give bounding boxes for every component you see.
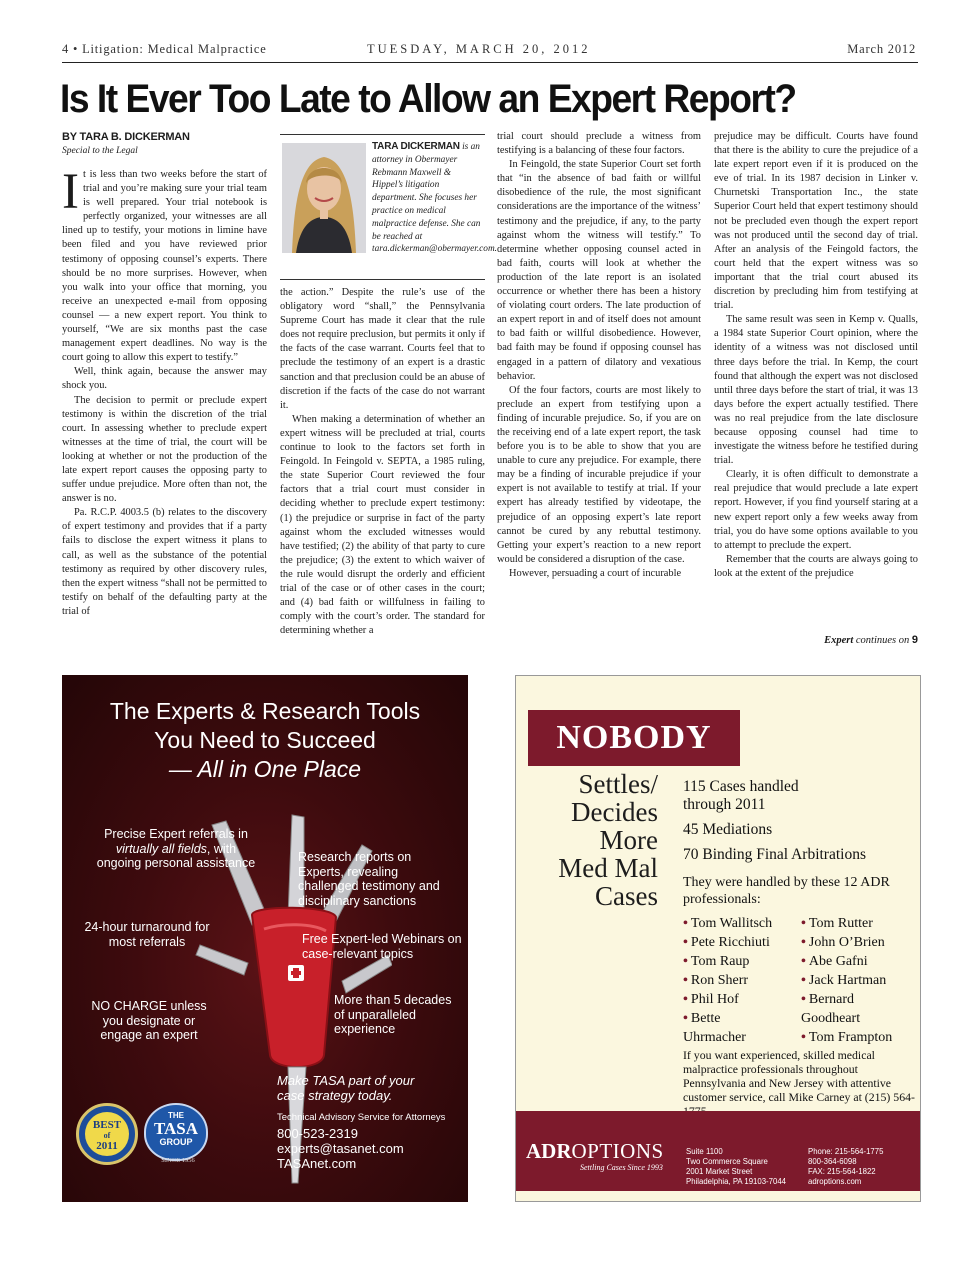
adr-names-left	[683, 914, 803, 1047]
adr-contact: Phone: 215-564-1775 800-364-6098 FAX: 215-564-1822 adroptions.com	[808, 1147, 884, 1186]
tasa-since: SINCE 1956	[161, 1157, 195, 1164]
article-column-2	[280, 130, 497, 638]
issue-date: TUESDAY, MARCH 20, 2012	[367, 42, 591, 56]
adr-address: Suite 1100 Two Commerce Square 2001 Market Street Philadelphia, PA 19103-7044	[686, 1147, 786, 1186]
bio-text: TARA DICKERMAN is an attorney in Obermayer Rebmann Maxwell & Hippel’s litigation department. She focuses her practice on medical malpractice defense. She can be reached at tara.dickerman@obermayer.com.	[372, 141, 497, 255]
best-of-2011-seal: BEST of 2011	[76, 1103, 138, 1165]
article-paragraph: In Feingold, the state Superior Court set forth that “in the absence of bad faith or willful disobedience of the rule, the most significant considerations are the importance of the witness’ testimony and the prejudice, if any, to the party against whom the witness will testify.” To determine whether opposing counsel acted in bad faith, courts will look at whether the production of the late report is an isolated occurrence or whether there has been a history of violating court orders. The late production of an expert report in and of itself does not amount to bad faith or willful disobedience. However, bad faith may be found if opposing counsel has engaged in a pattern of dilatory and vexatious behavior.	[497, 159, 701, 382]
article-paragraph: Pa. R.C.P. 4003.5 (b) relates to the discovery of expert testimony and provides that if a party fails to disclose the expert witness it plans to call, as well as the substance of the potential testimony as required by other discovery rules, then the expert witness “shall not be permitted to testify on behalf of the defaulting party at the trial of	[62, 507, 267, 617]
byline-sub: Special to the Legal	[62, 146, 138, 156]
list-item: • John O’Brien	[801, 935, 885, 950]
tasa-feature-no-charge: NO CHARGE unless you designate or engage an expert	[91, 999, 207, 1042]
drop-cap: I	[62, 164, 79, 220]
author-portrait	[282, 143, 366, 253]
article-column-1	[62, 130, 267, 619]
tasa-feature-experience: More than 5 decades of unparalleled experience	[334, 993, 452, 1036]
tasa-feature-referrals: Precise Expert referrals in virtually all fields, with ongoing personal assistance	[96, 827, 256, 870]
adr-footer-bar	[516, 1111, 920, 1191]
tasa-feature-turnaround: 24-hour turnaround for most referrals	[84, 920, 210, 949]
article-headline: Is It Ever Too Late to Allow an Expert Report?	[60, 77, 796, 121]
adr-lead: They were handled by these 12 ADR professionals:	[683, 875, 890, 907]
tasa-title: The Experts & Research Tools You Need to Succeed — All in One Place	[109, 698, 421, 782]
list-item: • Ron Sherr	[683, 973, 749, 988]
article-paragraph: The same result was seen in Kemp v. Qualls, a 1984 state Superior Court opinion, where the identity of a witness was not disclosed until three days before the trial. In Kemp, the court found that although the expert was not disclosed until three days before the start of trial, it was 13 days before the expert actually testified. There was no real prejudice from the late disclosure because opposing counsel had time to investigate the witness before he testified during trial.	[714, 314, 918, 467]
adr-claim: Settles/ Decides More Med Mal Cases	[558, 769, 658, 911]
issue-month: March 2012	[847, 42, 916, 56]
tasa-service-name: Technical Advisory Service for Attorneys	[277, 1112, 446, 1123]
article-paragraph: The decision to permit or preclude expert testimony is within the discretion of the trial court. In assessing whether to preclude expert witnesses at the time of trial, the court will be looking at whether or not the production of the late expert report causes the opposing party to suffer undue prejudice. More often than not, the answer is no.	[62, 394, 267, 505]
adr-stat: 115 Cases handled	[683, 778, 799, 795]
article-paragraph: Well, think again, because the answer may shock you.	[62, 366, 267, 392]
adr-stat: 45 Mediations	[683, 821, 773, 838]
author-bio	[280, 134, 497, 280]
section-label: 4 • Litigation: Medical Malpractice	[62, 42, 267, 56]
article-paragraph: It is less than two weeks before the start of trial and you’re making sure your trial team is well prepared. Your trial notebook is perfectly organized, your witnesses are all lined up to testify, your motions in limine have been filed and you have reviewed prior testimony of opposing counsel’s experts. There should be no more surprises. However, when you walk into your office that morning, you receive an unexpected e-mail from opposing counsel — a new expert report. You think to yourself, “We are six months past the case management expert deadlines. No way is the court going to allow this expert to testify.”	[62, 164, 267, 364]
adr-stat: 70 Binding Final Arbitrations	[683, 846, 866, 863]
tasa-advertisement[interactable]	[62, 675, 468, 1202]
list-item: • Jack Hartman	[801, 973, 887, 988]
list-item: • Tom Raup	[683, 954, 750, 969]
article-paragraph: the action.” Despite the rule’s use of the obligatory word “shall,” the Pennsylvania Supreme Court has made it clear that the rule does not require preclusion, but permits it only if the facts of the case warrant. Courts feel that to preclude the testimony of an expert is a drastic sanction and that preclusion could be an abuse of discretion if the facts of the case do not warrant it.	[280, 287, 485, 411]
tasa-email[interactable]: experts@tasanet.com	[277, 1141, 404, 1156]
article-paragraph: Of the four factors, courts are most likely to preclude an expert from testifying upon a finding of incurable prejudice. So, if you are on the receiving end of a late expert report, the task before you is to be able to show that you are unable to cure any prejudice. For example, there may be a finding of incurable prejudice if your expert is not available to testify at trial. If your expert has already testified by videotape, the prejudice of an opposing expert’s late report cannot be cured by any rebuttal testimony. Getting your expert’s reaction to a new report would be considered a disruption of the case.	[497, 384, 701, 565]
article-column-4	[714, 130, 918, 581]
header-rule	[62, 62, 918, 63]
tasa-website[interactable]: TASAnet.com	[277, 1156, 357, 1171]
adr-options-logo: ADROPTIONS	[526, 1139, 664, 1163]
adr-tagline: Settling Cases Since 1993	[580, 1163, 663, 1172]
adr-stat: through 2011	[683, 796, 766, 813]
list-item: • Tom Rutter	[801, 916, 873, 931]
article-paragraph: Remember that the courts are always going to look at the extent of the prejudice	[714, 553, 918, 579]
article-paragraph: However, persuading a court of incurable	[509, 567, 682, 579]
tasa-feature-research: Research reports on Experts, revealing challenged testimony and disciplinary sanctions	[298, 850, 440, 908]
list-item: • Phil Hof	[683, 992, 739, 1007]
list-item: • Bernard Goodheart	[801, 992, 861, 1026]
list-item: • Pete Ricchiuti	[683, 935, 770, 950]
article-column-3	[497, 130, 701, 581]
adr-nobody-banner: NOBODY	[528, 710, 740, 766]
adr-website[interactable]: adroptions.com	[808, 1177, 862, 1186]
running-head	[62, 42, 918, 60]
adr-fax: FAX: 215-564-1822	[808, 1167, 876, 1176]
list-item: • Bette Uhrmacher	[683, 1011, 746, 1045]
list-item: • Tom Wallitsch	[683, 916, 773, 931]
tasa-cta: Make TASA part of your case strategy today.	[277, 1073, 415, 1103]
adr-pitch: If you want experienced, skilled medical malpractice professionals throughout Pennsylvania and New Jersey with attentive customer service, call Mike Carney at (215) 564-	[683, 1048, 915, 1104]
article-paragraph: trial court should preclude a witness from testifying is a balancing of these four factors.	[497, 131, 701, 157]
list-item: • Abe Gafni	[801, 954, 868, 969]
byline: BY TARA B. DICKERMAN	[62, 131, 190, 143]
tasa-contact	[277, 1126, 404, 1171]
tasa-phone[interactable]: 800-523-2319	[277, 1126, 358, 1141]
article-paragraph: Clearly, it is often difficult to demonstrate a real prejudice that would preclude a late expert report. However, if you find yourself staring at a new expert report only a few weeks away from trial, you do have some options available to you to attempt to preclude the expert.	[714, 469, 918, 551]
list-item: • Tom Frampton	[801, 1030, 893, 1045]
adr-phone[interactable]: Phone: 215-564-1775	[808, 1147, 884, 1156]
article-paragraph: prejudice may be difficult. Courts have found that there is the ability to cure the prejudice of a late expert report even if it is produced on the eve of trial. In its 1987 decision in Linker v. Churnetski Transportation Inc., the state Superior Court held that expert testimony should not be precluded even though the expert report was not produced until the second day of trial. After an analysis of the Feingold factors, the court held that the expert witness was so important that the trial court abused its discretion by precluding him from testifying at trial.	[714, 131, 918, 312]
article-paragraph: When making a determination of whether an expert witness will be precluded at trial, courts continue to look to the factors set forth in Feingold. In Feingold v. SEPTA, a 1985 ruling, the state Superior Court reviewed the four factors that a trial court must consider in deciding whether to preclude expert testimony: (1) the prejudice or surprise in fact of the party against whom the excluded witnesses would have testified; (2) the ability of that party to cure the prejudice; (3) the extent to which waiver of the rule would disrupt the orderly and efficient trial of the case or of other cases in the court; and (4) bad faith or willfulness in failing to comply with the court’s order. The standard for determining whether a	[280, 413, 485, 637]
adr-names-right	[801, 914, 916, 1047]
jump-line: Expert continues on 9	[824, 634, 918, 646]
tasa-group-logo: THE TASA GROUP	[144, 1103, 208, 1161]
adr-options-advertisement[interactable]	[515, 675, 921, 1202]
tasa-feature-webinars: Free Expert-led Webinars on case-relevant topics	[302, 932, 462, 961]
